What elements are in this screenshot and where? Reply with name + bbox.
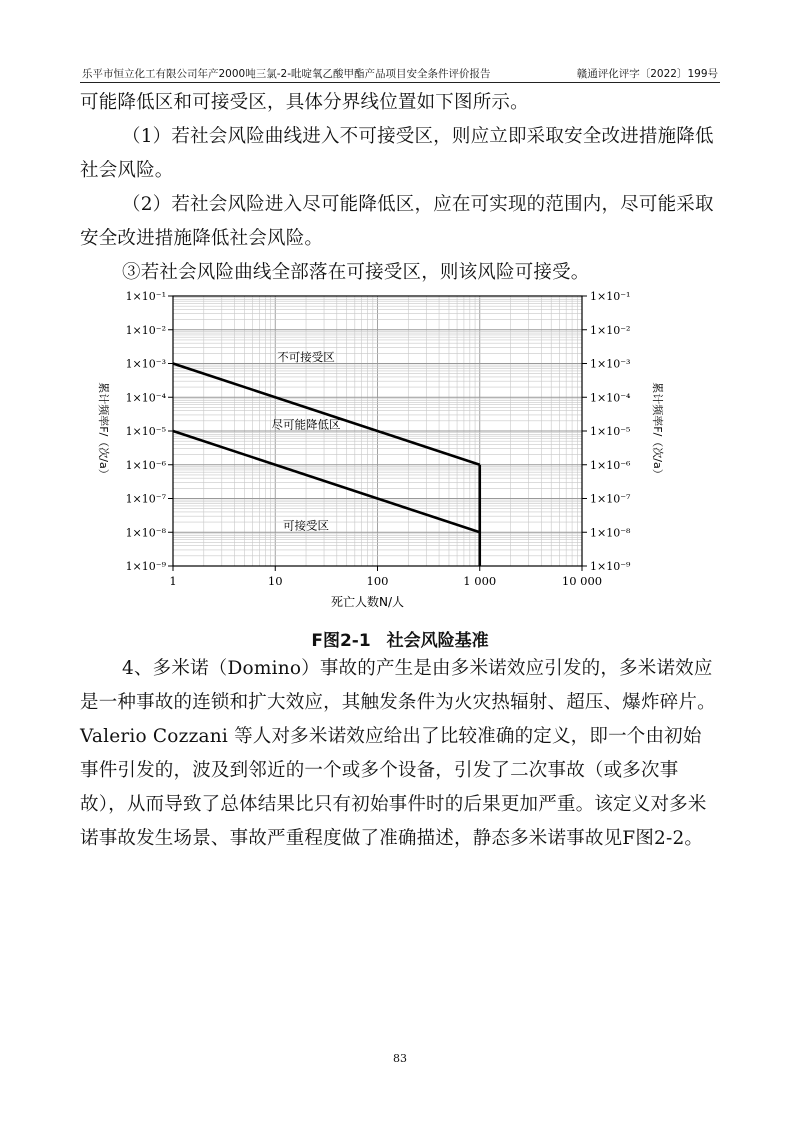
y-tick-label-left: 1×10⁻² <box>125 323 166 337</box>
y-tick-label-right: 1×10⁻⁴ <box>590 391 631 405</box>
y-tick-label-left: 1×10⁻⁹ <box>125 560 166 573</box>
boundary-line <box>173 364 480 465</box>
y-tick-label-right: 1×10⁻⁷ <box>590 492 631 506</box>
y-tick-label-right: 1×10⁻⁸ <box>590 526 631 540</box>
page-number: 83 <box>393 1052 407 1065</box>
y-tick-label-right: 1×10⁻¹ <box>590 290 631 303</box>
x-tick-label: 1 000 <box>463 574 497 588</box>
boundary-line <box>173 431 480 532</box>
y-axis-label-right: 累计频率F/（次/a） <box>651 382 664 480</box>
region-label: 不可接受区 <box>277 349 335 364</box>
paragraph-item-3: ③若社会风险曲线全部落在可接受区，则该风险可接受。 <box>122 262 590 283</box>
paragraph-intro: 可能降低区和可接受区，具体分界线位置如下图所示。 <box>80 92 529 113</box>
paragraph-item-2: （2）若社会风险进入尽可能降低区，应在可实现的范围内，尽可能采取安全改进措施降低社会风险。 <box>80 194 714 249</box>
region-label: 可接受区 <box>283 518 330 533</box>
y-tick-label-right: 1×10⁻³ <box>590 357 631 371</box>
social-risk-chart <box>80 282 720 620</box>
header-report-title: 乐平市恒立化工有限公司年产2000吨三氯-2-吡啶氧乙酸甲酯产品项目安全条件评价报告 <box>82 68 491 80</box>
y-tick-label-left: 1×10⁻³ <box>125 357 166 371</box>
y-axis-label-left: 累计频率F/（次/a） <box>97 382 110 480</box>
y-tick-label-left: 1×10⁻⁴ <box>125 391 166 405</box>
y-tick-label-left: 1×10⁻⁵ <box>125 425 166 438</box>
header-report-number: 赣通评化评字〔2022〕199号 <box>576 68 718 80</box>
x-axis-label: 死亡人数N/人 <box>330 595 405 609</box>
y-tick-label-right: 1×10⁻⁹ <box>590 560 631 573</box>
x-tick-label: 10 000 <box>561 574 603 588</box>
y-tick-label-left: 1×10⁻⁶ <box>125 458 166 472</box>
figure-caption-number: F图2-1 <box>311 631 371 651</box>
page-header <box>80 66 720 83</box>
y-tick-label-right: 1×10⁻⁶ <box>590 458 631 472</box>
y-tick-label-left: 1×10⁻⁸ <box>125 526 166 540</box>
y-tick-label-right: 1×10⁻² <box>590 323 631 337</box>
x-tick-label: 10 <box>267 574 283 588</box>
y-tick-label-left: 1×10⁻⁷ <box>125 492 166 506</box>
paragraph-item-1: （1）若社会风险曲线进入不可接受区，则应立即采取安全改进措施降低社会风险。 <box>80 126 714 181</box>
paragraph-domino: 4、多米诺（Domino）事故的产生是由多米诺效应引发的，多米诺效应是一种事故的连锁和扩大效应，其触发条件为火灾热辐射、超压、爆炸碎片。Valerio Cozzani 等人对多米诺效应给出了比较准确的定义，即一个由初始事件引发的，波及到邻近的一个或多个设备，引发了二次事故（或多次事故），从而导致了总体结果比只有初始事件时的后果更加严重。该定义对多米诺事故发生场景、事故严重程度做了准确描述，静态多米诺事故见F图2-2。 <box>80 658 716 849</box>
figure-caption <box>0 626 800 651</box>
figure-caption-title: 社会风险基准 <box>386 631 489 651</box>
region-label: 尽可能降低区 <box>271 417 341 432</box>
y-tick-label-left: 1×10⁻¹ <box>125 290 166 303</box>
x-tick-label: 1 <box>169 574 177 588</box>
x-tick-label: 100 <box>366 574 389 588</box>
y-tick-label-right: 1×10⁻⁵ <box>590 425 631 438</box>
